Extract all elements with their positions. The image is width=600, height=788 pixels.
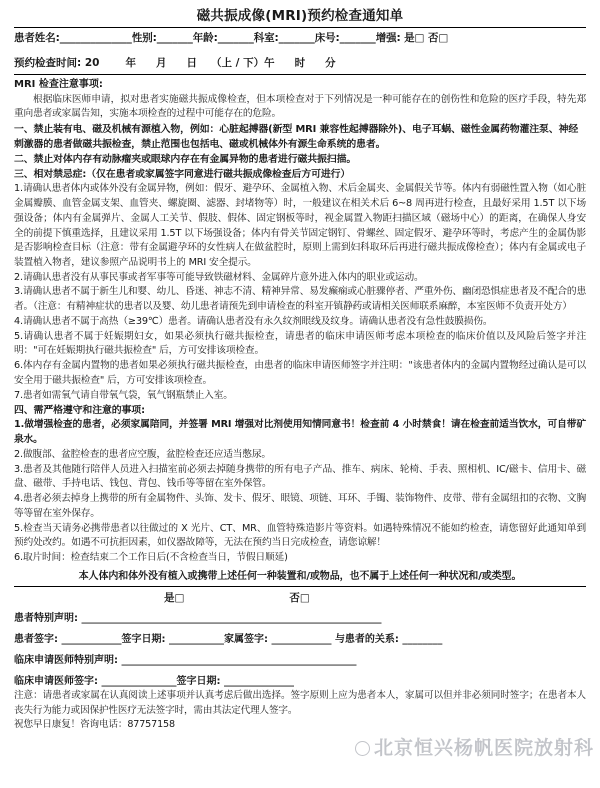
gender-input[interactable]: _______ bbox=[156, 32, 193, 45]
footer-note: 注意：请患者或家属在认真阅读上述事项并认真考虑后做出选择。签字原则上应为患者本人，家属可以但并非必须同时签字；在患者本人丧失行为能力或因保护性医疗无法签字时，需由其法定代理人签字。 bbox=[14, 689, 586, 716]
declaration-divider bbox=[14, 586, 586, 587]
family-signature-label: 家属签字: bbox=[223, 633, 268, 645]
spacer bbox=[14, 47, 586, 56]
section-3-item-3: 3.请确认患者不属于新生儿和婴、幼儿、昏迷、神志不清、精神异常、易发癫痫或心脏骤停者、严重外伤、幽闭恐惧症患者及不配合的患者。（注意：有精神症状的患者以及婴、幼儿患者请预先到申请检查的科室开镇静药或请相关医师联系麻醉，本室医师不负责开处方） bbox=[14, 286, 586, 313]
intro-paragraph: 根据临床医师申请，拟对患者实施磁共振成像检查，但本项检查对于下列情况是一种可能存在的创伤性和危险的医疗手段，特先郑重向患者或家属告知，实施本项检查的过程中可能存在的危险。 bbox=[14, 93, 586, 120]
declaration-yes-checkbox[interactable]: 是□ bbox=[164, 591, 185, 604]
section-3-item-2: 2.请确认患者没有从事民事或者军事等可能导致铁磁材料、金属碎片意外进入体内的职业或运动。 bbox=[14, 271, 424, 283]
appointment-year-unit: 年 bbox=[125, 56, 136, 69]
section-3-item-5: 5.请确认患者不属于妊娠期妇女，如果必须执行磁共振检查，请患者的临床申请医师考虑本项检查的临床价值以及风险后签字并注明："可在妊娠期执行磁共振检查" 后，方可安排该项检查。 bbox=[14, 330, 586, 357]
watermark-logo-icon bbox=[355, 741, 370, 756]
doctor-statement-input[interactable]: _______________________________________________ bbox=[121, 654, 357, 666]
declaration-no-checkbox[interactable]: 否□ bbox=[289, 591, 310, 604]
section-4-item-1: 1.做增强检查的患者，必须家属陪同，并签署 MRI 增强对比剂使用知情同意书！检查前 4 小时禁食！请在检查前适当饮水，可自带矿泉水。 bbox=[14, 419, 586, 446]
enhanced-yes-checkbox[interactable]: 是□ bbox=[404, 32, 425, 45]
appointment-year-prefix: 20 bbox=[84, 56, 100, 69]
appointment-month-unit: 月 bbox=[155, 56, 167, 69]
patient-signature-input[interactable]: ____________ bbox=[61, 633, 122, 645]
section-3-item-1: 1.请确认患者体内或体外没有金属异物，例如：假牙、避孕环、金属植入物、术后金属夹、金属假关节等。体内有弱磁性置入物（如心脏金属瓣膜、血管金属支架、血管夹、螺旋圈、滤器、封堵物等）时，一般建议在相关术后 6~8 周再进行检查，且最好采用 1.5T 以下场强设备；体内有金属弹片、金属人工关节、假肢、假体、固定钢板等时，视金属置入物距扫描区域（磁场中心）的距离，在确保人身安全的前提下慎重选择，且建议采用 1.5T 以下场强设备；体内有骨关节固定钢钉、骨螺丝、固定假牙、避孕环等时，考虑产生的金属伪影是否影响检查目标（注意：带有金属避孕环的女性病人在做盆腔时，原则上需到妇科取环后再进行磁共振成像检查）；体内有金属或电子装置植入物者，建议参照产品说明书上的 MRI 安全提示。 bbox=[14, 183, 586, 269]
declaration-choice-row bbox=[14, 590, 586, 605]
page-title: 磁共振成像(MRI)预约检查通知单 bbox=[196, 8, 404, 24]
enhanced-label: 增强: bbox=[375, 32, 401, 45]
doctor-statement-label: 临床申请医师特别声明: bbox=[14, 654, 118, 666]
bed-number-input[interactable]: _______ bbox=[339, 32, 376, 45]
patient-statement-label: 患者特别声明: bbox=[14, 612, 78, 624]
patient-name-label: 患者姓名: bbox=[14, 32, 60, 45]
appointment-minute-unit: 分 bbox=[325, 56, 336, 69]
patient-statement-input[interactable]: ____________________________________________________________ bbox=[81, 612, 382, 624]
footer-closing: 祝您早日康复！咨询电话：87757158 bbox=[14, 719, 175, 731]
section-4-item-6: 6.取片时间：检查结束二个工作日后(不含检查当日，节假日顺延) bbox=[14, 552, 288, 564]
section-1-heading: 一、禁止装有电、磁及机械有源植入物，例如：心脏起搏器(新型 MRI 兼容性起搏器除外)、电子耳蜗、磁性金属药物灌注泵、神经刺激器的患者做磁共振检查，禁止范围也包括电、磁或机械体外有源生命系统的患者。 bbox=[14, 124, 579, 151]
section-4-item-4: 4.患者必须去掉身上携带的所有金属物件、头饰、发卡、假牙、眼镜、项链、耳环、手镯、装饰物件、皮带、带有金属纽扣的衣物、文胸等等留在室外保存。 bbox=[14, 493, 586, 519]
department-input[interactable]: _______ bbox=[278, 32, 315, 45]
section-2-heading: 二、禁止对体内存有动脉瘤夹或眼球内存在有金属异物的患者进行磁共振扫描。 bbox=[14, 154, 357, 166]
doctor-signature-label: 临床申请医师签字: bbox=[14, 675, 98, 687]
patient-name-input[interactable]: ______________ bbox=[59, 32, 132, 45]
hospital-watermark bbox=[355, 733, 594, 760]
doctor-date-input[interactable]: ______________ bbox=[223, 675, 294, 687]
patient-signature-row bbox=[14, 632, 586, 647]
appointment-time-label: 预约检查时间: bbox=[14, 56, 82, 69]
department-label: 科室: bbox=[253, 32, 279, 45]
relation-input[interactable]: ________ bbox=[402, 633, 443, 645]
section-4-item-5: 5.检查当天请务必携带患者以往做过的 X 光片、CT、MR、血管特殊造影片等资料。如遇特殊情况不能如约检查，请您留好此通知单到预约处改约。如遇不可抗拒因素，如仪器故障等，无法在预约当日完成检查，请您谅解！ bbox=[14, 522, 586, 549]
doctor-statement-row bbox=[14, 653, 586, 668]
patient-signature-label: 患者签字: bbox=[14, 633, 58, 645]
sign-date-input[interactable]: ___________ bbox=[168, 633, 224, 645]
notice-heading: MRI 检查注意事项: bbox=[14, 78, 103, 90]
appointment-day-unit: 日 bbox=[186, 56, 197, 69]
relation-label: 与患者的关系: bbox=[334, 633, 399, 645]
section-3-item-6: 6.体内存有金属内置物的患者如果必须执行磁共振检查，由患者的临床申请医师签字并注明："该患者体内的金属内置物经过确认是可以安全用于磁共振检查" 后，方可安排该项检查。 bbox=[14, 360, 586, 386]
doctor-signature-row bbox=[14, 674, 586, 689]
doctor-date-label: 签字日期: bbox=[176, 675, 221, 687]
patient-statement-row bbox=[14, 611, 586, 626]
patient-info-row bbox=[14, 31, 586, 47]
section-4-heading: 四、需严格遵守和注意的事项: bbox=[14, 405, 145, 417]
age-label: 年龄: bbox=[192, 32, 218, 45]
enhanced-no-checkbox[interactable]: 否□ bbox=[427, 32, 449, 45]
age-input[interactable]: _______ bbox=[217, 32, 254, 45]
appointment-time-row bbox=[14, 56, 586, 72]
section-4-item-3: 3.患者及其他随行陪伴人员进入扫描室前必须去掉随身携带的所有电子产品、推车、病床、轮椅、手表、照相机、IC/磁卡、信用卡、磁盘、磁带、手持电话、钱包、背包、钱币等等留在室外保管。 bbox=[14, 463, 586, 490]
sign-date-label: 签字日期: bbox=[121, 633, 166, 645]
watermark-text: 北京恒兴杨帆医院放射科 bbox=[373, 737, 594, 759]
appointment-divider bbox=[14, 74, 586, 75]
bed-number-label: 床号: bbox=[314, 32, 340, 45]
section-3-item-7: 7.患者如需氧气请自带氧气袋，氧气钢瓶禁止入室。 bbox=[14, 389, 233, 401]
family-signature-input[interactable]: ____________ bbox=[271, 633, 332, 645]
section-3-heading: 三、相对禁忌症:（仅在患者或家属签字同意进行磁共振成像检查后方可进行） bbox=[14, 169, 351, 181]
declaration-statement: 本人体内和体外没有植入或携带上述任何一种装置和/或物品，也不属于上述任何一种状况和/或类型。 bbox=[78, 570, 522, 582]
title-divider bbox=[14, 27, 586, 28]
section-4-item-2: 2.做腹部、盆腔检查的患者应空腹，盆腔检查还应适当憋尿。 bbox=[14, 448, 271, 460]
appointment-ampm[interactable]: （上 / 下）午 bbox=[210, 56, 275, 69]
gender-label: 性别: bbox=[131, 32, 157, 45]
section-3-item-4: 4.请确认患者不属于高热（≥39℃）患者。请确认患者没有永久纹剂眼线及纹身。请确认患者没有急性鼓膜损伤。 bbox=[14, 315, 493, 327]
appointment-hour-unit: 时 bbox=[294, 56, 306, 69]
doctor-signature-input[interactable]: _______________ bbox=[101, 675, 177, 687]
